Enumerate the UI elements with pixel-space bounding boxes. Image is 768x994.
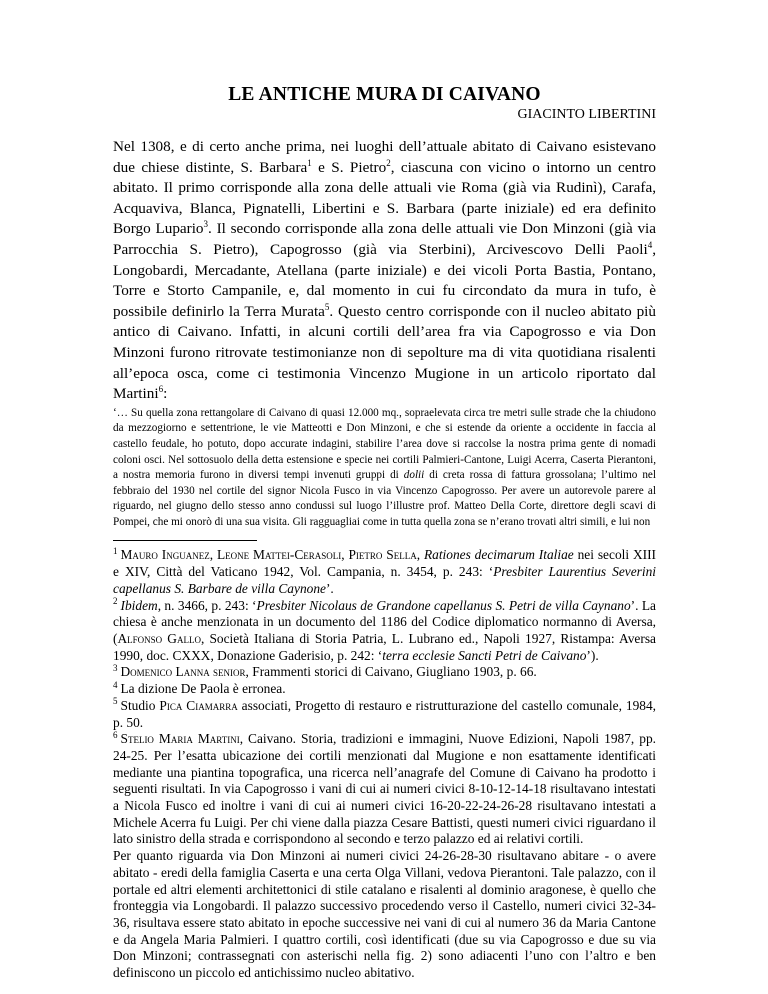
footnote-ref-2[interactable]: 2 <box>386 157 391 168</box>
footnote-text: , n. 3466, p. 243: ‘ <box>157 597 257 613</box>
footnote-ref-6[interactable]: 6 <box>158 384 164 395</box>
footnote-quote: terra ecclesie Sancti Petri de Caivano <box>382 647 587 663</box>
footnote-text: associati, Progetto di restauro e ristrutturazione del castello comunale, 1984, p. 50. <box>113 697 657 730</box>
quote-italic: dolii <box>403 469 425 482</box>
document-page <box>113 84 656 982</box>
footnote-number: 6 <box>113 729 118 740</box>
footnote-author: Stelio Maria Martini <box>120 731 240 747</box>
footnote-text: Per quanto riguarda via Don Minzoni ai numeri civici 24-26-28-30 risultavano abitare - o avere abitato - eredi della famiglia Caserta e una certa Olga Villani, vedova Pierantoni. Tale palazzo, con il portale ed altri elementi architettonici di stile catalano e risalenti al dominio aragonese, è quello che fronteggia via Longobardi. Il palazzo successivo procedendo verso il Castello, numeri civici 32-34-36, risultava essere stato abitato in epoche successive nei vani di cui al numero 36 da Maria Cantone e da Angela Maria Palmieri. I quattro cortili, così identificati (due su via Capogrosso e due su via Don Minzoni; contrassegnati con asterischi nella fig. 2) sono adiacenti l’uno con l’altro e ben definiscono un piccolo ed antichissimo nucleo abitativo. <box>113 848 656 981</box>
footnote-author: Alfonso Gallo <box>117 630 201 646</box>
footnote-number: 5 <box>113 696 118 707</box>
footnote-text: La dizione De Paola è erronea. <box>120 681 286 697</box>
body-text: , ciascuna con vicino o intorno un centro abitato. Il primo corrisponde alla zona delle attuali vie Roma (già via Rudinì), Carafa, Acquaviva, Blanca, Pignatelli, Libertini e S. Barbara (parte iniziale) ed era definito Borgo Lupario <box>113 158 656 238</box>
footnote-number: 1 <box>113 546 118 556</box>
footnote-text: , Società Italiana di Storia Patria, L. Lubrano ed., Napoli 1927, Ristampa: Aversa 1990, doc. CXXX, Donazione Gaderisio, p. 242: ‘ <box>113 630 656 663</box>
footnote-text: Studio <box>120 697 160 713</box>
body-paragraph <box>113 137 656 405</box>
footnote-author: Pica Ciamarra <box>159 697 238 713</box>
footnote-5 <box>113 698 656 731</box>
document-title: LE ANTICHE MURA DI CAIVANO <box>228 84 541 105</box>
body-text: , Longobardi, Mercadante, Atellana (parte iniziale) e dei vicoli Porta Bastia, Pontano, Torre e Storto Campanile, e, dal momento in cui fu circondato da mura in tufo, è possibile definirlo la Terra Murata <box>113 240 656 320</box>
footnote-ref-5[interactable]: 5 <box>324 301 330 312</box>
footnote-6-continued <box>113 848 656 982</box>
footnote-ref-3[interactable]: 3 <box>203 219 209 230</box>
footnote-text: , <box>416 547 424 563</box>
footnote-4 <box>113 681 656 698</box>
footnote-quote: Presbiter Laurentius Severini capellanus S. Barbare de villa Caynone <box>113 564 656 596</box>
footnote-text: ’. La chiesa è anche menzionata in un documento del 1186 del Codice diplomatico normanno di Aversa, ( <box>113 597 656 646</box>
footnote-2 <box>113 598 656 665</box>
footnote-author: Mauro Inguanez, Leone Mattei-Cerasoli, Pietro Sella <box>120 547 417 563</box>
footnote-text: , Frammenti storici di Caivano, Giugliano 1903, p. 66. <box>245 664 537 680</box>
footnote-ref-1[interactable]: 1 <box>307 157 312 168</box>
footnote-author: Domenico Lanna senior <box>120 664 246 680</box>
footnote-quote: Presbiter Nicolaus de Grandone capellanus S. Petri de villa Caynano <box>256 597 631 613</box>
body-text: . Il secondo corrisponde alla zona delle attuali vie Don Minzoni (già via Parrocchia S. Pietro), Capogrosso (già via Sterbini), Arcivescovo Delli Paoli <box>113 220 656 258</box>
footnote-work-title: Rationes decimarum Italiae <box>423 547 574 563</box>
footnote-number: 2 <box>113 596 118 607</box>
footnote-text: ’. <box>325 580 334 596</box>
footnote-1 <box>113 547 656 597</box>
footnote-text: ’). <box>586 647 599 663</box>
body-text: : <box>163 385 168 403</box>
footnote-number: 3 <box>113 662 118 673</box>
body-text: . Questo centro corrisponde con il nucleo abitato più antico di Caivano. Infatti, in alcuni cortili dell’area fra via Capogrosso e via Don Minzoni furono ritrovate testimonianze non di sepolture ma di vita quotidiana risalenti all’epoca osca, come ci testimonia Vincenzo Mugione in un articolo riportato dal Martini <box>113 302 656 403</box>
footnote-number: 4 <box>113 679 118 690</box>
footnote-3 <box>113 664 656 681</box>
footnote-6 <box>113 731 656 848</box>
body-text: e S. Pietro <box>311 158 387 176</box>
quote-text: di creta rossa di fattura grossolana; l’ultimo nel febbraio del 1930 nel cortile del signor Nicola Fusco in via Vincenzo Capogrosso. Per avere un autorevole parere al riguardo, nel giugno dello stesso anno condussi sul luogo l’illustre prof. Matteo Della Corte, direttore degli scavi di Pompei, che mi onorò di una sua visita. Gli ragguagliai come in tutta quella zona se n’erano trovati altri simili, e lui non <box>113 469 656 528</box>
block-quote <box>113 406 656 531</box>
body-text: Nel 1308, e di certo anche prima, nei luoghi dell’attuale abitato di Caivano esistevano due chiese distinte, S. Barbara <box>113 138 656 176</box>
footnote-text: , Caivano. Storia, tradizioni e immagini, Nuove Edizioni, Napoli 1987, pp. 24-25. Per l’esatta ubicazione dei cortili menzionati dal Mugione e non esattamente identificati mediante una piantina topografica, una ricerca nell’anagrafe del Comune di Caivano ha prodotto i seguenti risultati. In via Capogrosso i vani di cui ai numeri civici 8-10-12-14-18 risultavano intestati a Nicola Fusco ed inoltre i vani di cui ai numeri civici 16-20-22-24-26-28 risultavano intestati a Michele Acerra fu Luigi. Per chi viene dalla piazza Cesare Battisti, questi numeri civici riguardano il lato sinistro della strada e corrispondono al secondo e terzo palazzo ed ai relativi cortili. <box>113 731 656 847</box>
footnote-text: nei secoli XIII e XIV, Città del Vaticano 1942, Vol. Campania, n. 3454, p. 243: ‘ <box>113 547 656 580</box>
footnote-ref-4[interactable]: 4 <box>647 239 653 250</box>
footnote-separator <box>113 540 257 541</box>
document-author: GIACINTO LIBERTINI <box>517 107 656 122</box>
footnote-ibid: Ibidem <box>120 597 158 613</box>
quote-text: ‘… Su quella zona rettangolare di Caivano di quasi 12.000 mq., sopraelevata circa tre metri sulle strade che la chiudono da mezzogiorno e settentrione, le vie Matteotti e Don Minzoni, e che si estende da oriente a occidente in faccia al castello feudale, ho potuto, dopo accurate indagini, stabilire l’area dove si raccolse la nostra prima gente di nomadi coloni osci. Nel sottosuolo della detta estensione e specie nei cortili Palmieri-Cantone, Luigi Acerra, Caserta Pierantoni, a nostra memoria furono in diversi tempi invenuti gruppi di <box>113 406 656 482</box>
